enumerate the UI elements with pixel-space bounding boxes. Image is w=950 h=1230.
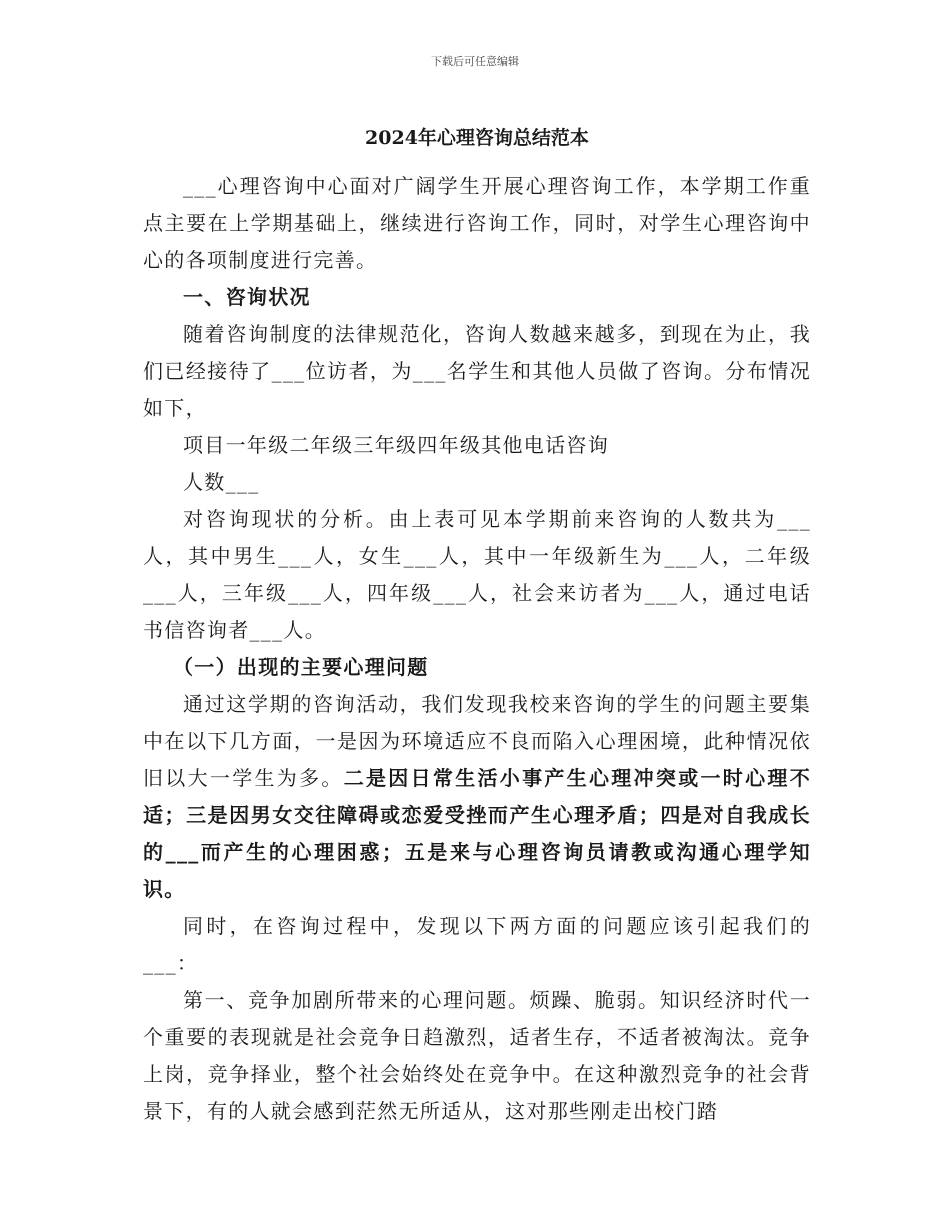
paragraph-main-problems [143,686,811,908]
paragraph-table-count: 人数___ [183,470,260,494]
subsection-heading-main-problems: （一）出现的主要心理问题 [173,655,429,679]
document-title: 2024年心理咨询总结范本 [365,127,589,149]
paragraph-visitor-count: 随着咨询制度的法律规范化，咨询人数越来越多，到现在为止，我们已经接待了___位访者，为___名学生和其他人员做了咨询。分布情况如下， [143,322,811,420]
paragraph-table-header: 项目一年级二年级三年级四年级其他电话咨询 [183,433,609,457]
page-header: 下载后可任意编辑 [431,55,519,68]
paragraph-main-problems-bold: 二是因日常生活小事产生心理冲突或一时心理不适；三是因男女交往障碍或恋爱受挫而产生心理矛盾；四是对自我成长的___而产生的心理困惑；五是来与心理咨询员请教或沟通心理学知识。 [143,766,811,901]
paragraph-status-analysis: 对咨询现状的分析。由上表可见本学期前来咨询的人数共为___人，其中男生___人，女生___人，其中一年级新生为___人，二年级___人，三年级___人，四年级___人，社会来访者为___人，通过电话书信咨询者___人。 [143,507,811,642]
intro-paragraph: ___心理咨询中心面对广阔学生开展心理咨询工作，本学期工作重点主要在上学期基础上，继续进行咨询工作，同时，对学生心理咨询中心的各项制度进行完善。 [143,174,811,272]
document-body [143,118,811,1130]
paragraph-competition: 第一、竞争加剧所带来的心理问题。烦躁、脆弱。知识经济时代一个重要的表现就是社会竞争日趋激烈，适者生存，不适者被淘汰。竞争上岗，竞争择业，整个社会始终处在竞争中。在这种激烈竞争的社会背景下，有的人就会感到茫然无所适从，这对那些刚走出校门踏 [143,988,811,1123]
paragraph-main-problems-regular: 通过这学期的咨询活动，我们发现我校来咨询的学生的问题主要集中在以下几方面，一是因为环境适应不良而陷入心理困境，此种情况依旧以大一学生为多。 [143,692,811,790]
section-heading-consulting-status: 一、咨询状况 [183,285,311,309]
paragraph-attention: 同时，在咨询过程中，发现以下两方面的问题应该引起我们的___： [143,914,811,975]
